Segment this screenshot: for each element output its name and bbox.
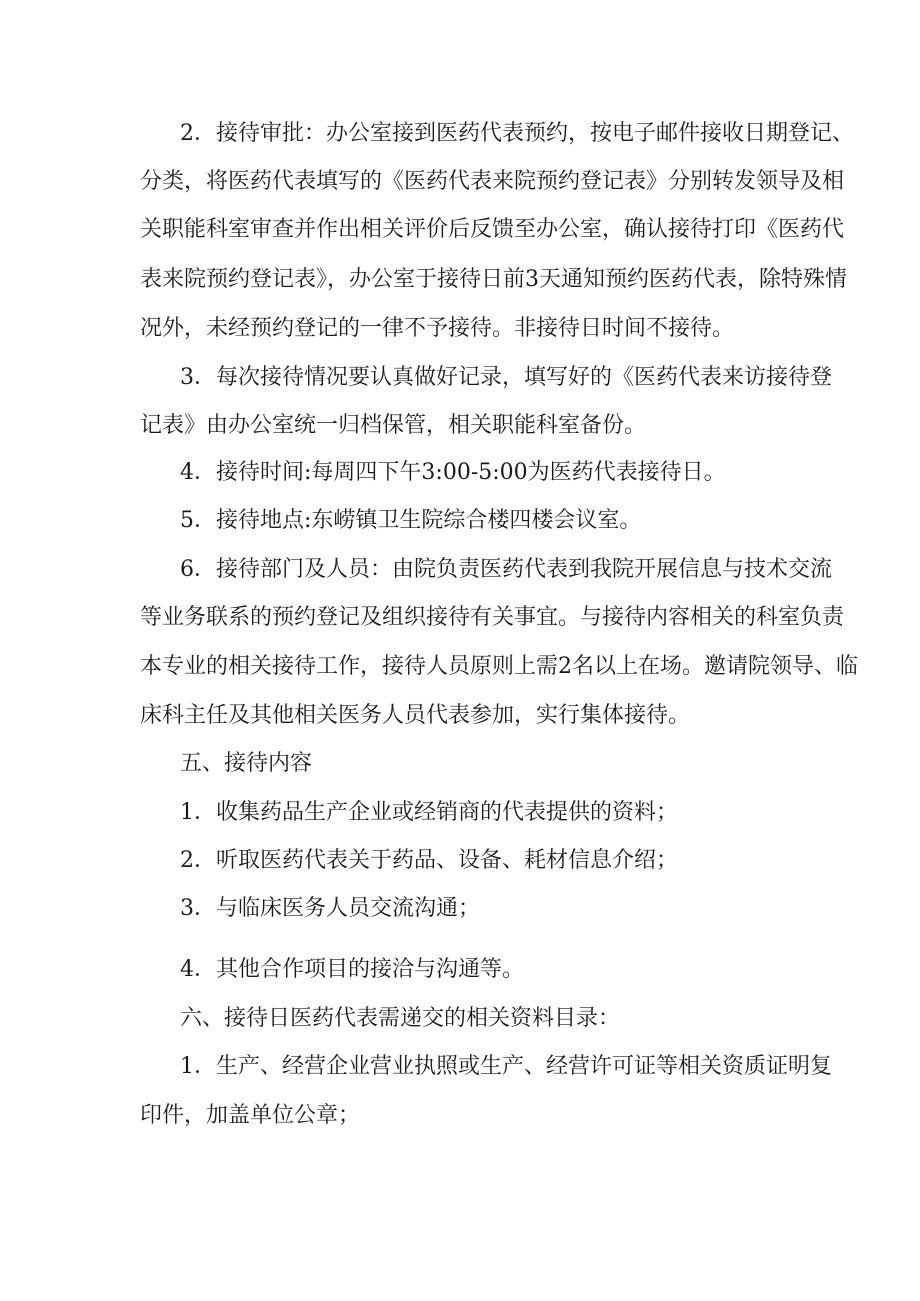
section-heading: 五、接待内容: [180, 751, 313, 776]
paragraph-line: 记表》由办公室统一归档保管，相关职能科室备份。: [140, 413, 647, 438]
paragraph-line: 2．接待审批：办公室接到医药代表预约，按电子邮件接收日期登记、: [180, 121, 854, 146]
paragraph-line: 6．接待部门及人员：由院负责医药代表到我院开展信息与技术交流: [180, 557, 832, 582]
list-item: 3．与临床医务人员交流沟通；: [180, 896, 480, 921]
paragraph-line: 本专业的相关接待工作，接待人员原则上需2名以上在场。邀请院领导、临: [140, 654, 858, 679]
list-item: 1．收集药品生产企业或经销商的代表提供的资料；: [180, 800, 678, 825]
paragraph-line: 5．接待地点:东崂镇卫生院综合楼四楼会议室。: [180, 508, 642, 533]
paragraph-line: 分类，将医药代表填写的《医药代表来院预约登记表》分别转发领导及相: [140, 169, 845, 194]
paragraph-line: 关职能科室审查并作出相关评价后反馈至办公室，确认接待打印《医药代: [140, 217, 845, 242]
paragraph-line: 况外，未经预约登记的一律不予接待。非接待日时间不接待。: [140, 316, 735, 341]
list-item: 4．其他合作项目的接洽与沟通等。: [180, 957, 524, 982]
list-item: 2．听取医药代表关于药品、设备、耗材信息介绍；: [180, 848, 678, 873]
paragraph-line: 表来院预约登记表》，办公室于接待日前3天通知预约医药代表，除特殊情: [140, 267, 847, 292]
section-heading: 六、接待日医药代表需递交的相关资料目录：: [180, 1006, 621, 1031]
paragraph-line: 3．每次接待情况要认真做好记录，填写好的《医药代表来访接待登: [180, 365, 832, 390]
paragraph-line: 床科主任及其他相关医务人员代表参加，实行集体接待。: [140, 703, 691, 728]
list-item: 1．生产、经营企业营业执照或生产、经营许可证等相关资质证明复: [180, 1054, 832, 1079]
paragraph-line: 等业务联系的预约登记及组织接待有关事宜。与接待内容相关的科室负责: [140, 605, 845, 630]
paragraph-line: 4．接待时间:每周四下午3:00-5:00为医药代表接待日。: [180, 460, 726, 485]
paragraph-line: 印件，加盖单位公章；: [140, 1103, 361, 1128]
